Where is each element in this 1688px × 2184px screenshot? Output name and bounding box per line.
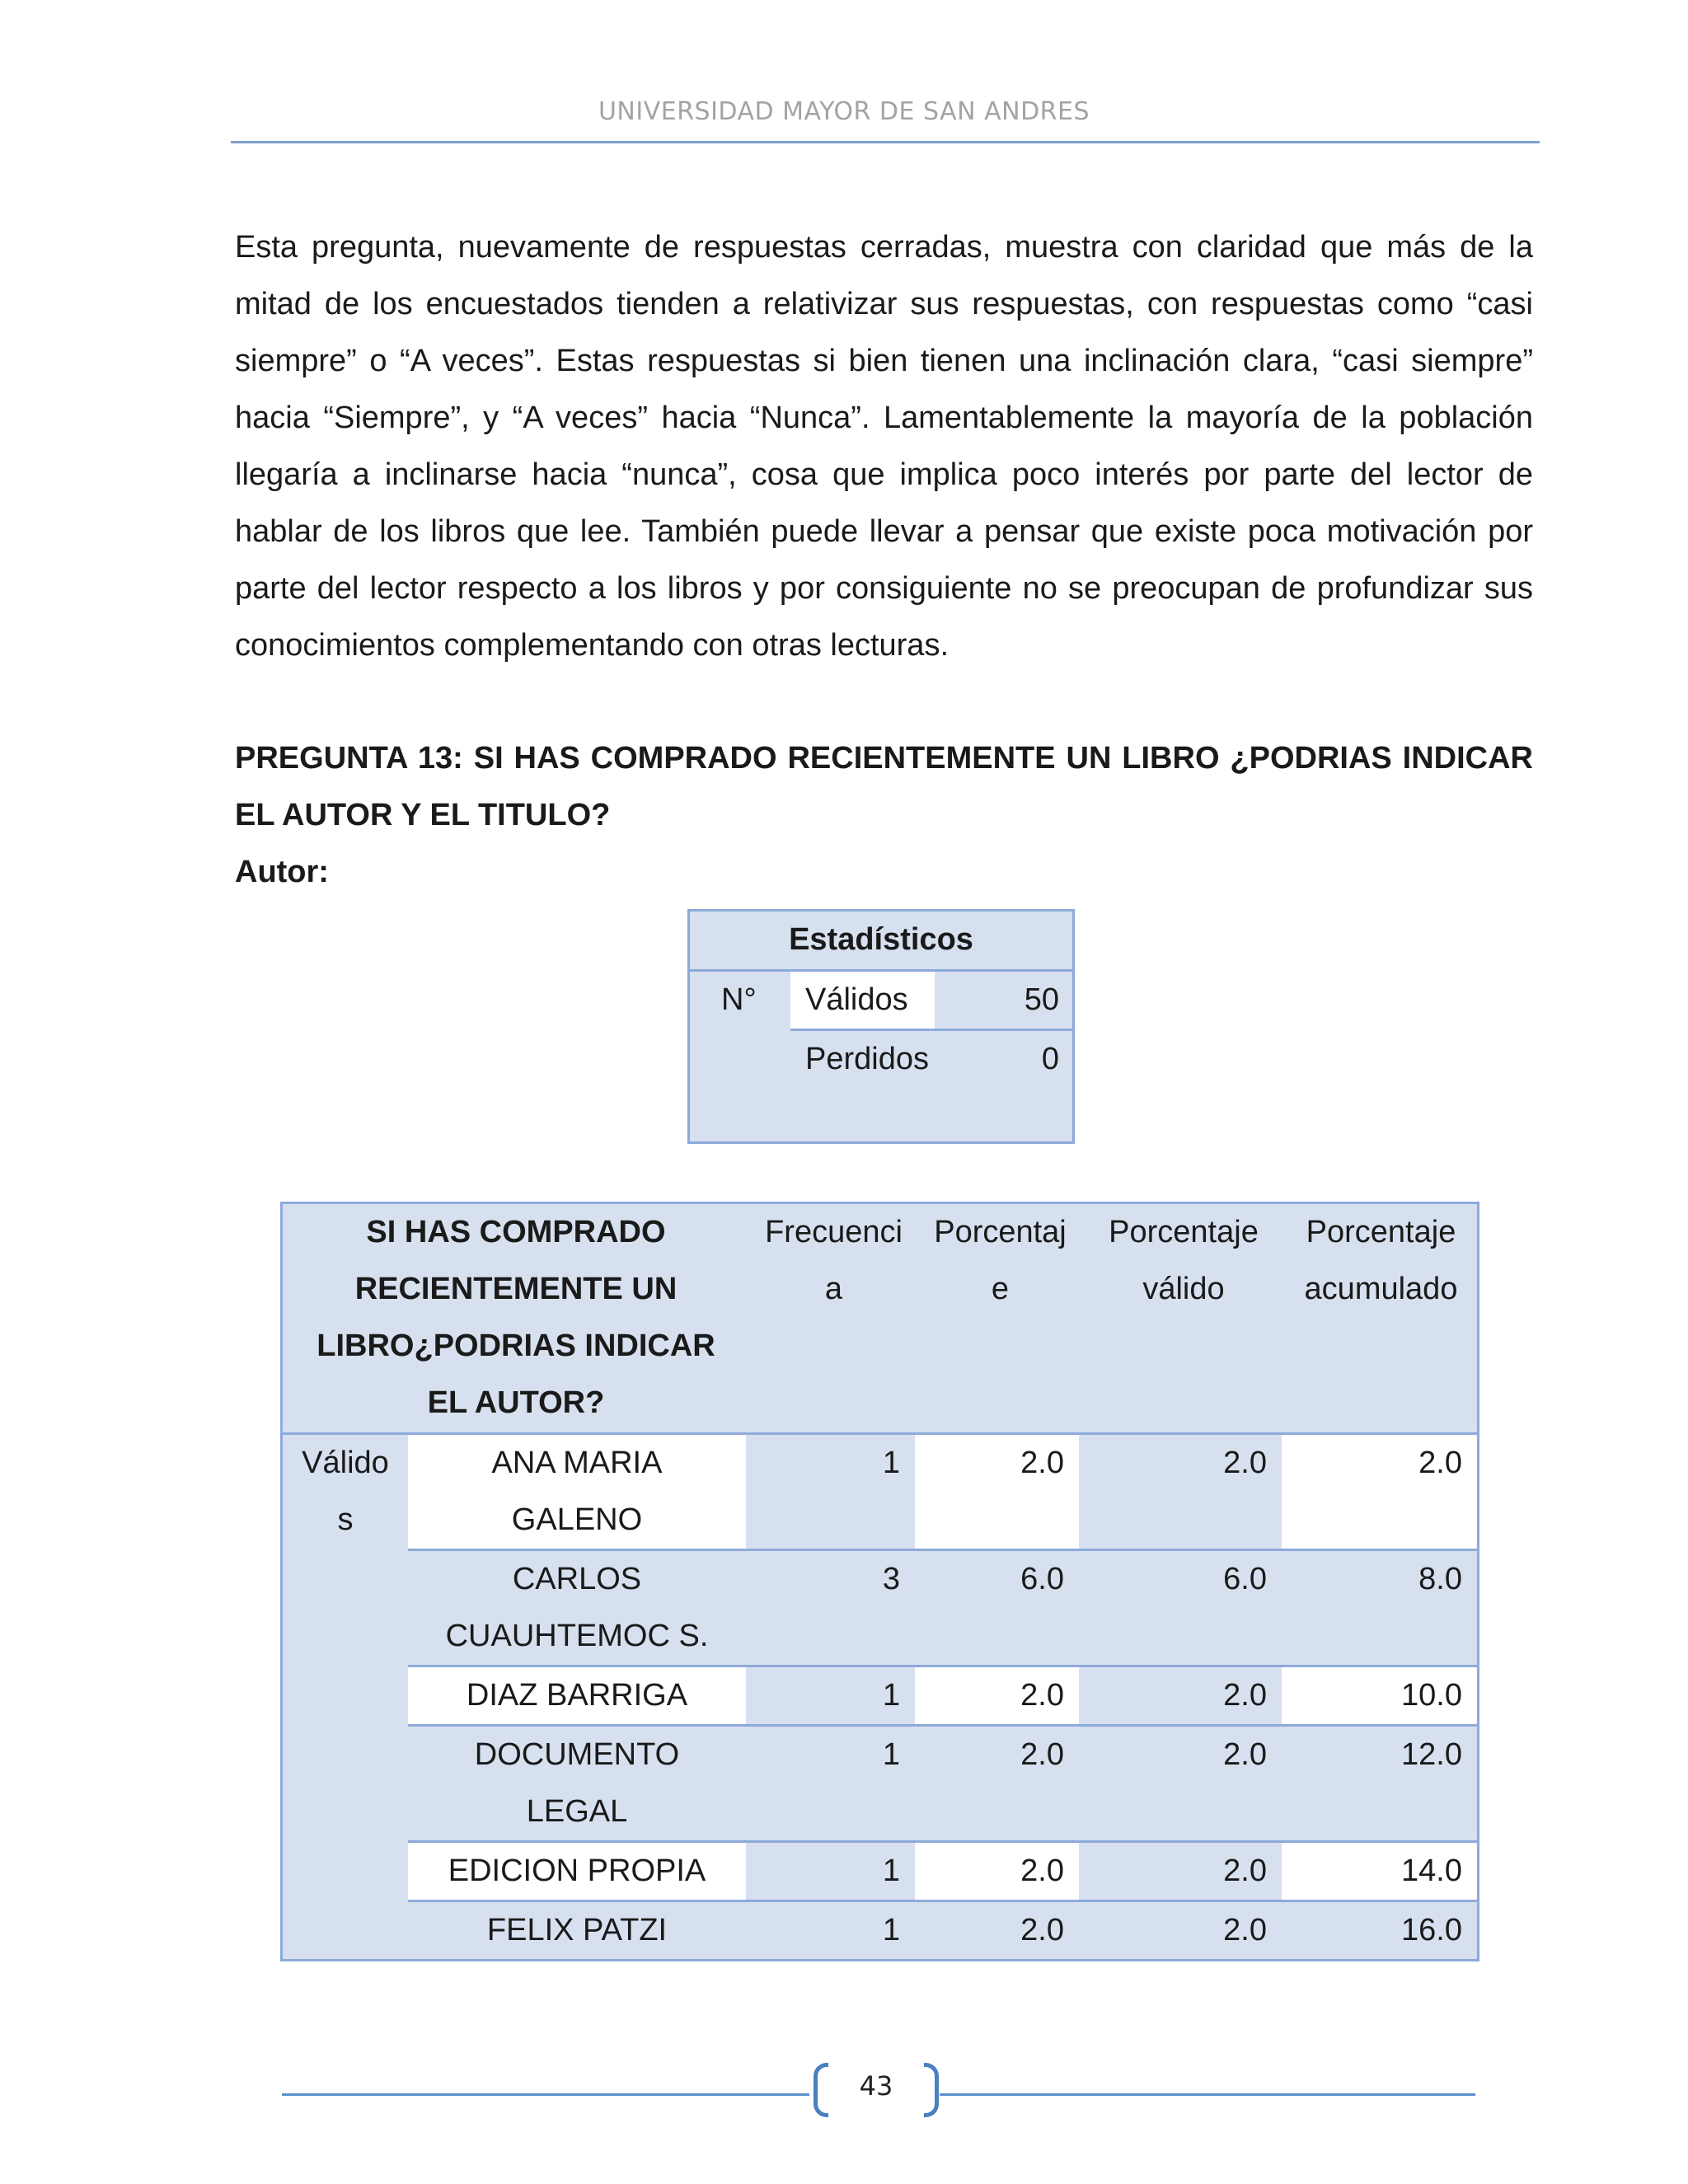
footer-rule-right: [940, 2093, 1475, 2096]
footer-rule-left: [282, 2093, 809, 2096]
valid-percentage-value: 2.0: [1223, 1446, 1267, 1480]
cumulative-percentage-value: 10.0: [1401, 1678, 1462, 1713]
frequency-value: 1: [882, 1446, 900, 1480]
autor-label: Autor:: [235, 855, 329, 889]
stats-table: [687, 909, 1075, 1144]
stats-perdidos-label: Perdidos: [805, 1042, 929, 1076]
valid-percentage-value: 6.0: [1223, 1562, 1267, 1596]
author-name: ANA MARIA GALENO: [491, 1446, 663, 1537]
valid-percentage-value: 2.0: [1223, 1737, 1267, 1772]
table-row: [408, 1843, 1477, 1900]
percentage-value: 2.0: [1020, 1854, 1064, 1888]
table-header-porcentaje-acumulado: Porcentaje acumulado: [1304, 1215, 1458, 1306]
stats-validos-value: 50: [1024, 982, 1059, 1017]
percentage-value: 2.0: [1020, 1446, 1064, 1480]
stats-title: Estadísticos: [789, 922, 973, 957]
page-number: 43: [859, 2070, 893, 2102]
stats-n-label: N°: [721, 982, 757, 1017]
cumulative-percentage-value: 2.0: [1418, 1446, 1462, 1480]
table-validos-label: Válidos: [302, 1446, 389, 1537]
stats-validos-label: Válidos: [805, 982, 908, 1017]
table-row: [408, 1727, 1477, 1840]
cumulative-percentage-value: 8.0: [1418, 1562, 1462, 1596]
table-header-porcentaje-valido: Porcentaje válido: [1109, 1215, 1259, 1306]
header-rule: [231, 141, 1540, 143]
author-name: CARLOS CUAUHTEMOC S.: [445, 1562, 709, 1653]
frequency-value: 1: [882, 1737, 900, 1772]
table-row: [408, 1902, 1477, 1959]
left-brace-icon: [814, 2063, 828, 2117]
author-name: DIAZ BARRIGA: [466, 1678, 688, 1713]
table-row: [408, 1667, 1477, 1724]
percentage-value: 2.0: [1020, 1678, 1064, 1713]
question-heading: PREGUNTA 13: SI HAS COMPRADO RECIENTEMENTE UN LIBRO ¿PODRIAS INDICAR EL AUTOR Y EL TITULO?: [235, 741, 1533, 832]
stats-perdidos-value: 0: [1041, 1042, 1059, 1076]
author-name: DOCUMENTO LEGAL: [474, 1737, 680, 1829]
right-brace-icon: [924, 2063, 939, 2117]
author-name: EDICION PROPIA: [448, 1854, 706, 1888]
author-name: FELIX PATZI: [486, 1913, 668, 1947]
header-title: UNIVERSIDAD MAYOR DE SAN ANDRES: [598, 97, 1090, 126]
frequency-value: 1: [882, 1678, 900, 1713]
cumulative-percentage-value: 14.0: [1401, 1854, 1462, 1888]
table-header-main: SI HAS COMPRADO RECIENTEMENTE UN LIBRO¿PODRIAS INDICAR EL AUTOR?: [316, 1215, 715, 1420]
table-header-frecuencia: Frecuencia: [765, 1215, 903, 1306]
valid-percentage-value: 2.0: [1223, 1854, 1267, 1888]
table-row: [408, 1551, 1477, 1665]
table-row: [408, 1435, 1477, 1549]
percentage-value: 2.0: [1020, 1913, 1064, 1947]
frequency-value: 1: [882, 1913, 900, 1947]
frequency-table: [280, 1202, 1479, 1961]
percentage-value: 6.0: [1020, 1562, 1064, 1596]
table-header-porcentaje: Porcentaje: [934, 1215, 1067, 1306]
body-paragraph: Esta pregunta, nuevamente de respuestas cerradas, muestra con claridad que más de la mitad de los encuestados tienden a relativizar sus respuestas, con respuestas como “casi siempre” o “A veces”. Estas respuestas si bien tienen una inclinación clara, “casi siempre” hacia “Siempre”, y “A veces” hacia “Nunca”. Lamentablemente la mayoría de la población llegaría a inclinarse hacia “nunca”, cosa que implica poco interés por parte del lector de hablar de los libros que lee. También puede llevar a pensar que existe poca motivación por parte del lector respecto a los libros y por consiguiente no se preocupan de profundizar sus conocimientos complementando con otras lecturas.: [235, 230, 1533, 663]
frequency-value: 3: [882, 1562, 900, 1596]
valid-percentage-value: 2.0: [1223, 1678, 1267, 1713]
valid-percentage-value: 2.0: [1223, 1913, 1267, 1947]
frequency-value: 1: [882, 1854, 900, 1888]
cumulative-percentage-value: 16.0: [1401, 1913, 1462, 1947]
cumulative-percentage-value: 12.0: [1401, 1737, 1462, 1772]
percentage-value: 2.0: [1020, 1737, 1064, 1772]
